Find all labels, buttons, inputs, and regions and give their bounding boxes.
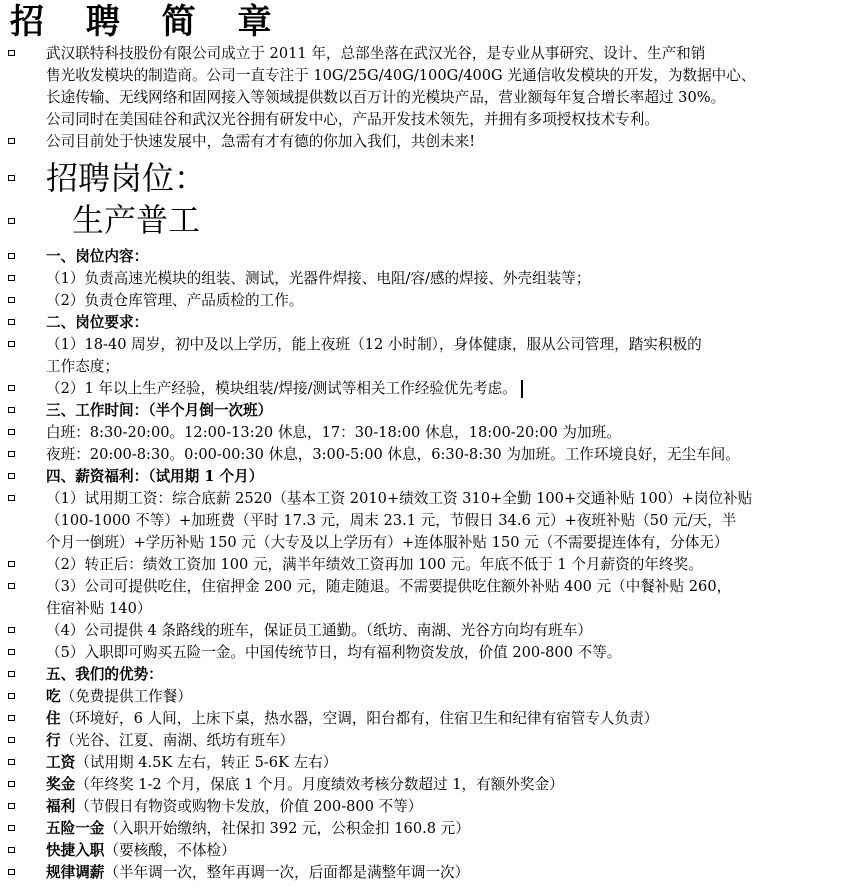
job-title: 生产普工 bbox=[72, 201, 201, 239]
advantage-lead: 福利 bbox=[46, 798, 76, 815]
salary-line: （1）试用期工资：综合底薪 2520（基本工资 2010+绩效工资 310+全勤 100+交通补贴 100）+岗位补贴 bbox=[46, 490, 753, 507]
advantage-text: （要核酸，不体检） bbox=[104, 842, 236, 859]
requirement-line: 工作态度； bbox=[46, 358, 119, 375]
salary-line: 个月一倒班）+学历补贴 150 元（大专及以上学历有）+连体服补贴 150 元（不需要提连体有，分体无） bbox=[46, 534, 729, 551]
duty-item: （2）负责仓库管理、产品质检的工作。 bbox=[46, 292, 304, 309]
bullet bbox=[8, 451, 15, 457]
requirement-item bbox=[46, 378, 826, 400]
bullet bbox=[8, 671, 15, 677]
bullet bbox=[8, 715, 15, 721]
advantage-text: （节假日有物资或购物卡发放，价值 200-800 不等） bbox=[75, 798, 423, 815]
intro-line: 长途传输、无线网络和固网接入等领域提供数以百万计的光模块产品，营业额每年复合增长率超过 30%。 bbox=[46, 89, 726, 106]
advantage-item bbox=[46, 862, 826, 884]
salary-line: 住宿补贴 140） bbox=[46, 600, 152, 617]
section-heading: 五、我们的优势： bbox=[46, 666, 163, 683]
bullet bbox=[8, 759, 15, 765]
bullet bbox=[8, 429, 15, 435]
advantage-lead: 五险一金 bbox=[46, 820, 105, 837]
salary-line: （100-1000 不等）+加班费（平时 17.3 元，周末 23.1 元，节假日 34.6 元）+夜班补贴（50 元/天，半 bbox=[46, 512, 737, 529]
advantage-item bbox=[46, 774, 826, 796]
page-title: 招 聘 简 章 bbox=[10, 2, 287, 42]
salary-item: （5）入职即可购买五险一金。中国传统节日，均有福利物资发放，价值 200-800 不等。 bbox=[46, 644, 622, 661]
bullet bbox=[8, 50, 15, 56]
bullet bbox=[8, 847, 15, 853]
section-heading: 三、工作时间：（半个月倒一次班） bbox=[46, 402, 273, 419]
section-heading: 二、岗位要求： bbox=[46, 314, 149, 331]
bullet bbox=[8, 175, 15, 181]
bullet bbox=[8, 253, 15, 259]
bullet bbox=[8, 495, 15, 501]
advantage-item bbox=[46, 752, 826, 774]
advantage-item bbox=[46, 818, 826, 840]
salary-item: （2）转正后：绩效工资加 100 元，满半年绩效工资再加 100 元。年底不低于 1 个月薪资的年终奖。 bbox=[46, 556, 703, 573]
advantage-lead: 吃 bbox=[46, 688, 61, 705]
advantage-text: （年终奖 1-2 个月，保底 1 个月。月度绩效考核分数超过 1，有额外奖金） bbox=[75, 776, 564, 793]
bullet bbox=[8, 649, 15, 655]
night-shift: 夜班：20:00-8:30。0:00-00:30 休息，3:00-5:00 休息，6:30-8:30 为加班。工作环境良好，无尘车间。 bbox=[46, 446, 740, 463]
salary-item: （4）公司提供 4 条路线的班车，保证员工通勤。（纸坊、南湖、光谷方向均有班车） bbox=[46, 622, 592, 639]
intro-line: 售光收发模块的制造商。公司一直专注于 10G/25G/40G/100G/400G 光通信收发模块的开发，为数据中心、 bbox=[46, 67, 756, 84]
positions-heading: 招聘岗位： bbox=[46, 159, 207, 197]
advantage-text: （入职开始缴纳，社保扣 392 元，公积金扣 160.8 元） bbox=[104, 820, 470, 837]
bullet bbox=[8, 138, 15, 144]
requirement-text: （2）1 年以上生产经验，模块组装/焊接/测试等相关工作经验优先考虑。 bbox=[46, 380, 517, 397]
intro-line: 武汉联特科技股份有限公司成立于 2011 年，总部坐落在武汉光谷，是专业从事研究、设计、生产和销 bbox=[46, 45, 706, 62]
advantage-text: （试用期 4.5K 左右，转正 5-6K 左右） bbox=[75, 754, 338, 771]
day-shift: 白班：8:30-20:00。12:00-13:20 休息，17：30-18:00 休息，18:00-20:00 为加班。 bbox=[46, 424, 621, 441]
intro-line: 公司同时在美国硅谷和武汉光谷拥有研发中心，产品开发技术领先，并拥有多项授权技术专利。 bbox=[46, 111, 659, 128]
bullet bbox=[8, 218, 15, 224]
advantage-lead: 快捷入职 bbox=[46, 842, 105, 859]
duty-item: （1）负责高速光模块的组装、测试，光器件焊接、电阻/容/感的焊接、外壳组装等； bbox=[46, 270, 591, 287]
advantage-item bbox=[46, 796, 826, 818]
salary-line: （3）公司可提供吃住，住宿押金 200 元，随走随退。不需要提供吃住额外补贴 400 元（中餐补贴 260， bbox=[46, 578, 732, 595]
bullet bbox=[8, 737, 15, 743]
bullet bbox=[8, 781, 15, 787]
bullet bbox=[8, 407, 15, 413]
bullet bbox=[8, 341, 15, 347]
advantage-text: （免费提供工作餐） bbox=[60, 688, 192, 705]
section-heading: 四、薪资福利：（试用期 1 个月） bbox=[46, 468, 264, 485]
advantage-item bbox=[46, 708, 826, 730]
intro-closing: 公司目前处于快速发展中，急需有才有德的你加入我们，共创未来! bbox=[46, 133, 476, 150]
advantage-text: （环境好，6 人间，上床下桌，热水器，空调，阳台都有，住宿卫生和纪律有宿管专人负责） bbox=[60, 710, 659, 727]
bullet bbox=[8, 319, 15, 325]
advantage-item bbox=[46, 686, 826, 708]
bullet bbox=[8, 825, 15, 831]
advantage-item bbox=[46, 840, 826, 862]
advantage-lead: 住 bbox=[46, 710, 61, 727]
bullet bbox=[8, 297, 15, 303]
advantage-lead: 行 bbox=[46, 732, 61, 749]
advantage-lead: 规律调薪 bbox=[46, 864, 105, 881]
bullet bbox=[8, 385, 15, 391]
text-cursor bbox=[521, 380, 523, 398]
bullet bbox=[8, 473, 15, 479]
requirement-line: （1）18-40 周岁，初中及以上学历，能上夜班（12 小时制），身体健康，服从公司管理，踏实积极的 bbox=[46, 336, 702, 353]
bullet bbox=[8, 627, 15, 633]
advantage-lead: 奖金 bbox=[46, 776, 76, 793]
section-heading: 一、岗位内容： bbox=[46, 248, 149, 265]
advantage-lead: 工资 bbox=[46, 754, 76, 771]
bullet bbox=[8, 869, 15, 875]
bullet bbox=[8, 583, 15, 589]
bullet bbox=[8, 561, 15, 567]
advantage-item bbox=[46, 730, 826, 752]
advantage-text: （半年调一次，整年再调一次，后面都是满整年调一次） bbox=[104, 864, 470, 881]
bullet bbox=[8, 803, 15, 809]
advantage-text: （光谷、江夏、南湖、纸坊有班车） bbox=[60, 732, 295, 749]
bullet bbox=[8, 275, 15, 281]
bullet bbox=[8, 693, 15, 699]
